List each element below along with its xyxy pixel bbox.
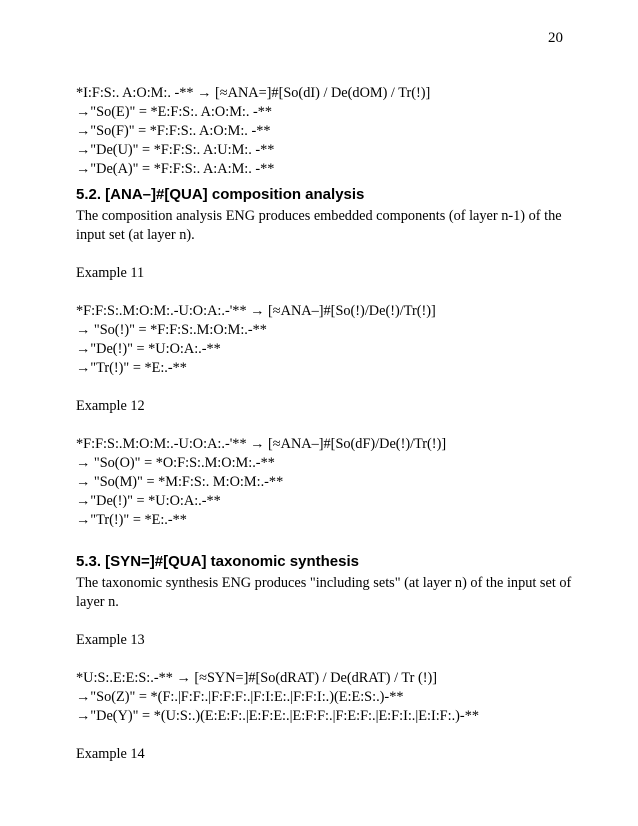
example-line: *U:S:.E:E:S:.-** → [≈SYN=]#[So(dRAT) / De(dRAT) / Tr (!)] xyxy=(76,670,438,686)
example-line: →"De(!)" = *U:O:A:.-** xyxy=(76,493,221,509)
example-title-14: Example 14 xyxy=(76,746,145,762)
intro-line: *I:F:S:. A:O:M:. -** → [≈ANA=]#[So(dI) / De(dOM) / Tr(!)] xyxy=(76,85,431,101)
example-line: *F:F:S:.M:O:M:.-U:O:A:.-'** → [≈ANA–]#[So(!)/De(!)/Tr(!)] xyxy=(76,303,436,319)
section-paragraph-5-2: The composition analysis ENG produces embedded components (of layer n-1) of the input set (at layer n). xyxy=(76,208,562,243)
example-line: *F:F:S:.M:O:M:.-U:O:A:.-'** → [≈ANA–]#[So(dF)/De(!)/Tr(!)] xyxy=(76,436,447,452)
intro-line: →"So(F)" = *F:F:S:. A:O:M:. -** xyxy=(76,123,271,139)
section-heading-5-2: 5.2. [ANA–]#[QUA] composition analysis xyxy=(76,186,365,203)
page-content xyxy=(76,84,576,764)
example-line: →"Tr(!)" = *E:.-** xyxy=(76,512,187,528)
example-line: →"So(Z)" = *(F:.|F:F:.|F:F:F:.|F:I:E:.|F:F:I:.)(E:E:S:.)-** xyxy=(76,689,404,705)
intro-line: →"De(U)" = *F:F:S:. A:U:M:. -** xyxy=(76,142,275,158)
example-title-11: Example 11 xyxy=(76,265,145,281)
example-13-block xyxy=(76,669,576,726)
example-11-block xyxy=(76,302,576,378)
intro-block xyxy=(76,84,576,179)
example-12-block xyxy=(76,435,576,530)
example-title-12: Example 12 xyxy=(76,398,145,414)
example-line: →"De(!)" = *U:O:A:.-** xyxy=(76,341,221,357)
example-line: → "So(!)" = *F:F:S:.M:O:M:.-** xyxy=(76,322,267,338)
example-line: → "So(O)" = *O:F:S:.M:O:M:.-** xyxy=(76,455,275,471)
section-paragraph-5-3: The taxonomic synthesis ENG produces "including sets" (at layer n) of the input set of layer n. xyxy=(76,575,572,610)
example-line: → "So(M)" = *M:F:S:. M:O:M:.-** xyxy=(76,474,284,490)
page-number: 20 xyxy=(548,30,563,46)
section-heading-5-3: 5.3. [SYN=]#[QUA] taxonomic synthesis xyxy=(76,553,359,570)
intro-line: →"So(E)" = *E:F:S:. A:O:M:. -** xyxy=(76,104,273,120)
example-line: →"Tr(!)" = *E:.-** xyxy=(76,360,187,376)
example-title-13: Example 13 xyxy=(76,632,145,648)
intro-line: →"De(A)" = *F:F:S:. A:A:M:. -** xyxy=(76,161,275,177)
example-line: →"De(Y)" = *(U:S:.)(E:E:F:.|E:F:E:.|E:F:F:.|F:E:F:.|E:F:I:.|E:I:F:.)-** xyxy=(76,708,479,724)
